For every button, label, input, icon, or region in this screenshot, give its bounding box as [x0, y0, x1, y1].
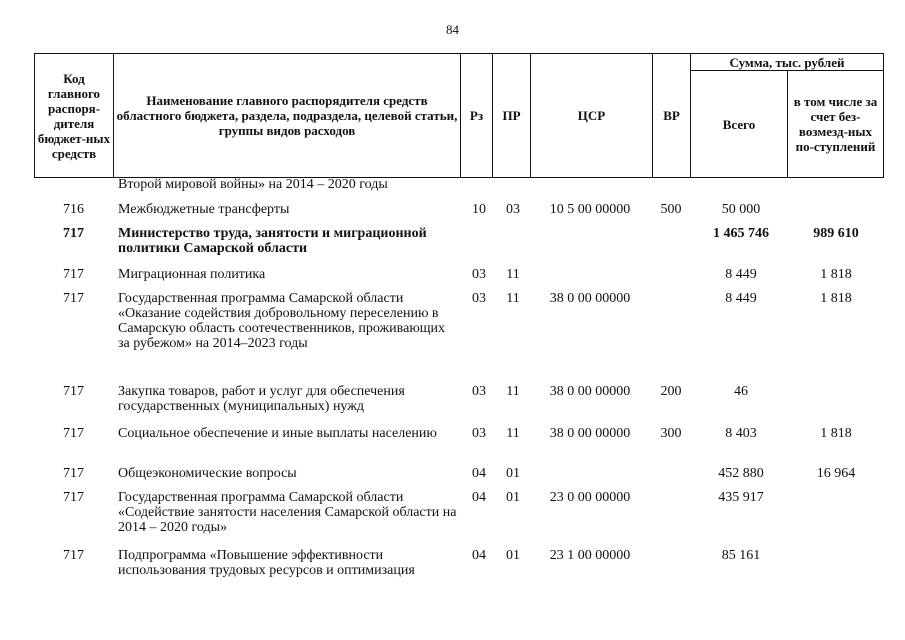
- cell-total: 85 161: [721, 548, 761, 563]
- cell-name: Подпрограмма «Повышение эффективности использования трудовых ресурсов и оптимизация: [118, 548, 415, 578]
- table-header: [34, 53, 883, 177]
- cell-name: Миграционная политика: [118, 267, 266, 282]
- table-row: [34, 202, 883, 220]
- cell-code: 717: [63, 384, 84, 399]
- cell-pr: 11: [506, 267, 520, 282]
- cell-total: 50 000: [721, 202, 761, 217]
- table-row: [34, 384, 883, 416]
- cell-name: Государственная программа Самарской области «Содействие занятости населения Самарской области на 2014 – 2020 годы»: [118, 490, 457, 535]
- cell-free: 1 818: [820, 291, 852, 306]
- page-number: 84: [446, 22, 459, 37]
- cell-free: 1 818: [820, 267, 852, 282]
- cell-name: Государственная программа Самарской области «Оказание содействия добровольному переселению в Самарскую область соотечественников, проживающих за рубежом» на 2014–2023 годы: [118, 291, 446, 351]
- cell-total: 452 880: [718, 466, 764, 481]
- cell-rz: 04: [472, 490, 486, 505]
- cell-csr: 38 0 00 00000: [549, 384, 631, 399]
- table-row: [34, 466, 883, 484]
- cell-code: 717: [63, 267, 84, 282]
- table-row: [34, 291, 883, 371]
- cell-total: 46: [734, 384, 748, 399]
- cell-total: 435 917: [718, 490, 764, 505]
- cell-pr: 11: [506, 426, 520, 441]
- cell-name: Общеэкономические вопросы: [118, 466, 297, 481]
- header-csr: ЦСР: [531, 54, 653, 178]
- cell-name: Второй мировой войны» на 2014 – 2020 годы: [118, 177, 388, 192]
- cell-code: 717: [63, 226, 84, 241]
- cell-rz: 03: [472, 384, 486, 399]
- cell-rz: 03: [472, 267, 486, 282]
- cell-code: 717: [63, 466, 84, 481]
- header-sum: Сумма, тыс. рублей: [691, 54, 884, 71]
- header-free: в том числе за счет без-возмезд-ных по-ступлений: [788, 71, 884, 178]
- cell-free: 989 610: [813, 226, 859, 241]
- cell-csr: 38 0 00 00000: [549, 291, 631, 306]
- table-row: [34, 490, 883, 538]
- header-vr: ВР: [653, 54, 691, 178]
- cell-free: 1 818: [820, 426, 852, 441]
- header-code: Код главного распоря-дителя бюджет-ных средств: [35, 54, 114, 178]
- table-row: [34, 548, 883, 580]
- header-pr: ПР: [493, 54, 531, 178]
- cell-code: 717: [63, 426, 84, 441]
- cell-csr: 23 1 00 00000: [549, 548, 631, 563]
- cell-code: 716: [63, 202, 84, 217]
- header-name: Наименование главного распорядителя средств областного бюджета, раздела, подраздела, целевой статьи, группы видов расходов: [114, 54, 461, 178]
- cell-total: 8 449: [725, 291, 757, 306]
- cell-name: Межбюджетные трансферты: [118, 202, 290, 217]
- cell-vr: 200: [660, 384, 682, 399]
- cell-csr: 23 0 00 00000: [549, 490, 631, 505]
- cell-rz: 04: [472, 466, 486, 481]
- cell-csr: 38 0 00 00000: [549, 426, 631, 441]
- cell-rz: 10: [472, 202, 486, 217]
- table-row: [34, 426, 883, 458]
- cell-pr: 01: [506, 490, 520, 505]
- cell-pr: 11: [506, 384, 520, 399]
- header-rz: Рз: [461, 54, 493, 178]
- cell-name: Социальное обеспечение и иные выплаты населению: [118, 426, 437, 441]
- cell-total: 8 403: [725, 426, 757, 441]
- cell-total: 1 465 746: [713, 226, 769, 241]
- cell-rz: 04: [472, 548, 486, 563]
- cell-code: 717: [63, 291, 84, 306]
- cell-rz: 03: [472, 291, 486, 306]
- cell-name: Министерство труда, занятости и миграционной политики Самарской области: [118, 226, 427, 256]
- cell-vr: 300: [660, 426, 682, 441]
- cell-rz: 03: [472, 426, 486, 441]
- cell-total: 8 449: [725, 267, 757, 282]
- cell-code: 717: [63, 490, 84, 505]
- cell-vr: 500: [660, 202, 682, 217]
- cell-name: Закупка товаров, работ и услуг для обеспечения государственных (муниципальных) нужд: [118, 384, 405, 414]
- cell-pr: 11: [506, 291, 520, 306]
- header-total: Всего: [691, 71, 788, 178]
- cell-pr: 01: [506, 548, 520, 563]
- table-row: [34, 267, 883, 285]
- table-row: [34, 226, 883, 258]
- table-row: [34, 177, 883, 195]
- cell-pr: 03: [506, 202, 520, 217]
- cell-free: 16 964: [816, 466, 856, 481]
- cell-code: 717: [63, 548, 84, 563]
- cell-pr: 01: [506, 466, 520, 481]
- cell-csr: 10 5 00 00000: [549, 202, 631, 217]
